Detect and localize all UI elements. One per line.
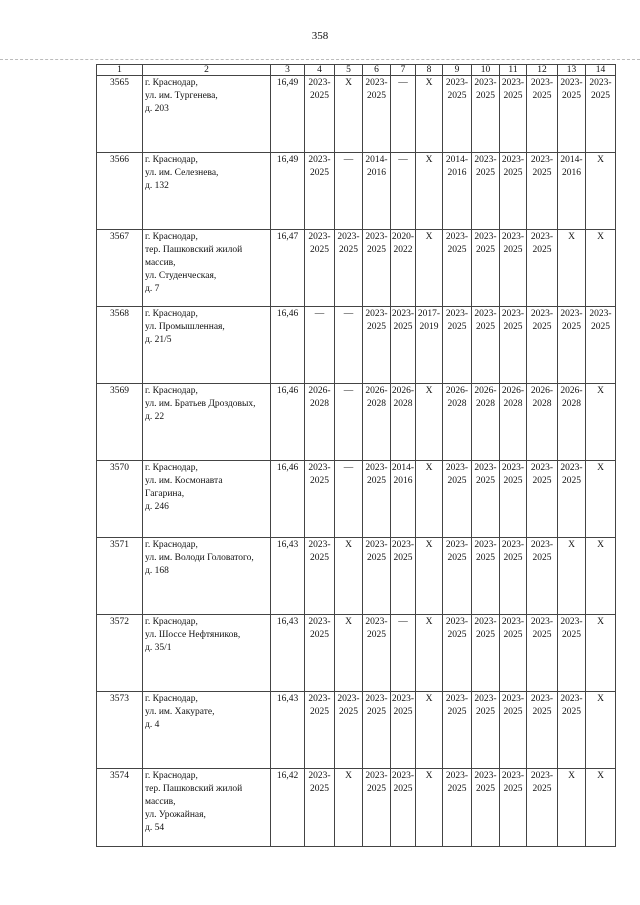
column-header: 3 [271,65,305,76]
area-cell: 16,43 [271,615,305,692]
period-cell: 2017- 2019 [416,307,443,384]
period-cell: 2023- 2025 [527,230,558,307]
period-cell: 2023- 2025 [500,153,527,230]
address-cell: г. Краснодар, ул. Шоссе Нефтяников, д. 35/1 [143,615,271,692]
period-cell: X [416,384,443,461]
period-cell: 2023- 2025 [363,769,391,847]
period-cell: 2023- 2025 [443,692,472,769]
period-cell: 2023- 2025 [527,769,558,847]
row-number: 3565 [97,76,143,153]
period-cell: X [335,769,363,847]
period-cell: 2023- 2025 [443,307,472,384]
column-header: 9 [443,65,472,76]
period-cell: — [391,615,416,692]
period-cell: 2023- 2025 [335,230,363,307]
period-cell: 2023- 2025 [558,615,586,692]
area-cell: 16,47 [271,230,305,307]
period-cell: X [586,538,616,615]
period-cell: 2023- 2025 [558,692,586,769]
row-number: 3568 [97,307,143,384]
period-cell: 2023- 2025 [305,76,335,153]
period-cell: 2026- 2028 [472,384,500,461]
period-cell: 2020- 2022 [391,230,416,307]
table-row [97,384,616,461]
period-cell: X [586,153,616,230]
area-cell: 16,46 [271,384,305,461]
row-number: 3566 [97,153,143,230]
period-cell: 2023- 2025 [472,769,500,847]
period-cell: 2023- 2025 [472,461,500,538]
area-cell: 16,43 [271,538,305,615]
period-cell: 2026- 2028 [305,384,335,461]
period-cell: 2023- 2025 [443,461,472,538]
period-cell: 2023- 2025 [500,76,527,153]
repair-schedule-table [96,64,616,847]
page-number: 358 [311,30,329,42]
column-header: 11 [500,65,527,76]
row-number: 3570 [97,461,143,538]
column-header: 10 [472,65,500,76]
period-cell: 2023- 2025 [363,538,391,615]
area-cell: 16,49 [271,153,305,230]
period-cell: 2023- 2025 [363,461,391,538]
row-number: 3567 [97,230,143,307]
period-cell: 2023- 2025 [443,76,472,153]
table-body [97,76,616,847]
column-header: 5 [335,65,363,76]
period-cell: X [416,461,443,538]
address-cell: г. Краснодар, ул. им. Космонавта Гагарина, д. 246 [143,461,271,538]
period-cell: 2023- 2025 [472,307,500,384]
period-cell: X [586,384,616,461]
header-divider [0,59,640,60]
column-header: 7 [391,65,416,76]
period-cell: 2023- 2025 [363,615,391,692]
period-cell: 2023- 2025 [500,692,527,769]
period-cell: 2023- 2025 [391,307,416,384]
row-number: 3574 [97,769,143,847]
period-cell: 2026- 2028 [391,384,416,461]
period-cell: X [586,461,616,538]
period-cell: 2023- 2025 [443,615,472,692]
address-cell: г. Краснодар, ул. им. Володи Головатого, д. 168 [143,538,271,615]
period-cell: 2023- 2025 [391,769,416,847]
period-cell: 2023- 2025 [527,307,558,384]
row-number: 3573 [97,692,143,769]
period-cell: 2023- 2025 [443,538,472,615]
period-cell: 2023- 2025 [527,461,558,538]
period-cell: 2023- 2025 [443,230,472,307]
period-cell: 2023- 2025 [305,692,335,769]
column-header: 6 [363,65,391,76]
period-cell: 2026- 2028 [527,384,558,461]
period-cell: X [335,538,363,615]
period-cell: 2023- 2025 [472,538,500,615]
period-cell: 2023- 2025 [305,769,335,847]
address-cell: г. Краснодар, ул. Промышленная, д. 21/5 [143,307,271,384]
period-cell: 2023- 2025 [363,76,391,153]
period-cell: X [416,769,443,847]
period-cell: 2023- 2025 [527,538,558,615]
period-cell: 2023- 2025 [335,692,363,769]
address-cell: г. Краснодар, ул. им. Селезнева, д. 132 [143,153,271,230]
period-cell: X [416,76,443,153]
table-row [97,769,616,847]
period-cell: — [391,153,416,230]
period-cell: 2023- 2025 [472,153,500,230]
period-cell: 2023- 2025 [500,307,527,384]
period-cell: X [416,230,443,307]
period-cell: — [335,461,363,538]
period-cell: 2023- 2025 [305,153,335,230]
column-header: 4 [305,65,335,76]
period-cell: 2023- 2025 [305,615,335,692]
period-cell: 2023- 2025 [586,76,616,153]
period-cell: 2023- 2025 [472,76,500,153]
period-cell: 2023- 2025 [558,76,586,153]
column-header: 2 [143,65,271,76]
period-cell: 2023- 2025 [527,692,558,769]
address-cell: г. Краснодар, тер. Пашковский жилой массив, ул. Студенческая, д. 7 [143,230,271,307]
area-cell: 16,43 [271,692,305,769]
period-cell: 2026- 2028 [443,384,472,461]
period-cell: X [586,769,616,847]
period-cell: 2023- 2025 [500,461,527,538]
period-cell: 2023- 2025 [472,615,500,692]
area-cell: 16,42 [271,769,305,847]
period-cell: 2026- 2028 [558,384,586,461]
period-cell: X [416,692,443,769]
period-cell: — [305,307,335,384]
table-row [97,615,616,692]
area-cell: 16,46 [271,461,305,538]
header-row [97,65,616,76]
period-cell: 2023- 2025 [500,769,527,847]
period-cell: X [558,538,586,615]
area-cell: 16,49 [271,76,305,153]
period-cell: 2023- 2025 [363,307,391,384]
table-row [97,307,616,384]
table-row [97,538,616,615]
period-cell: X [558,769,586,847]
period-cell: 2023- 2025 [305,461,335,538]
period-cell: X [416,538,443,615]
period-cell: 2023- 2025 [527,76,558,153]
period-cell: 2026- 2028 [500,384,527,461]
period-cell: — [391,76,416,153]
table-row [97,461,616,538]
period-cell: 2014- 2016 [363,153,391,230]
period-cell: X [586,230,616,307]
period-cell: X [586,692,616,769]
table-row [97,692,616,769]
area-cell: 16,46 [271,307,305,384]
period-cell: X [335,615,363,692]
period-cell: 2023- 2025 [472,692,500,769]
period-cell: — [335,153,363,230]
period-cell: 2023- 2025 [558,461,586,538]
column-header: 13 [558,65,586,76]
period-cell: — [335,307,363,384]
period-cell: X [586,615,616,692]
period-cell: 2023- 2025 [391,538,416,615]
period-cell: 2023- 2025 [391,692,416,769]
table-row [97,76,616,153]
column-header: 1 [97,65,143,76]
column-header: 14 [586,65,616,76]
period-cell: 2023- 2025 [586,307,616,384]
column-header: 12 [527,65,558,76]
period-cell: 2023- 2025 [472,230,500,307]
period-cell: 2023- 2025 [305,538,335,615]
period-cell: 2023- 2025 [500,230,527,307]
column-header: 8 [416,65,443,76]
period-cell: 2023- 2025 [363,230,391,307]
row-number: 3572 [97,615,143,692]
period-cell: 2014- 2016 [558,153,586,230]
period-cell: 2023- 2025 [305,230,335,307]
address-cell: г. Краснодар, ул. им. Братьев Дроздовых, д. 22 [143,384,271,461]
period-cell: 2026- 2028 [363,384,391,461]
period-cell: — [335,384,363,461]
address-cell: г. Краснодар, ул. им. Тургенева, д. 203 [143,76,271,153]
row-number: 3569 [97,384,143,461]
period-cell: X [335,76,363,153]
period-cell: 2023- 2025 [363,692,391,769]
period-cell: X [558,230,586,307]
period-cell: 2023- 2025 [500,538,527,615]
period-cell: X [416,615,443,692]
row-number: 3571 [97,538,143,615]
period-cell: 2023- 2025 [527,615,558,692]
table-row [97,153,616,230]
address-cell: г. Краснодар, ул. им. Хакурате, д. 4 [143,692,271,769]
period-cell: 2023- 2025 [527,153,558,230]
table-row [97,230,616,307]
period-cell: 2014- 2016 [443,153,472,230]
period-cell: X [416,153,443,230]
period-cell: 2023- 2025 [500,615,527,692]
period-cell: 2014- 2016 [391,461,416,538]
period-cell: 2023- 2025 [443,769,472,847]
address-cell: г. Краснодар, тер. Пашковский жилой массив, ул. Урожайная, д. 54 [143,769,271,847]
period-cell: 2023- 2025 [558,307,586,384]
